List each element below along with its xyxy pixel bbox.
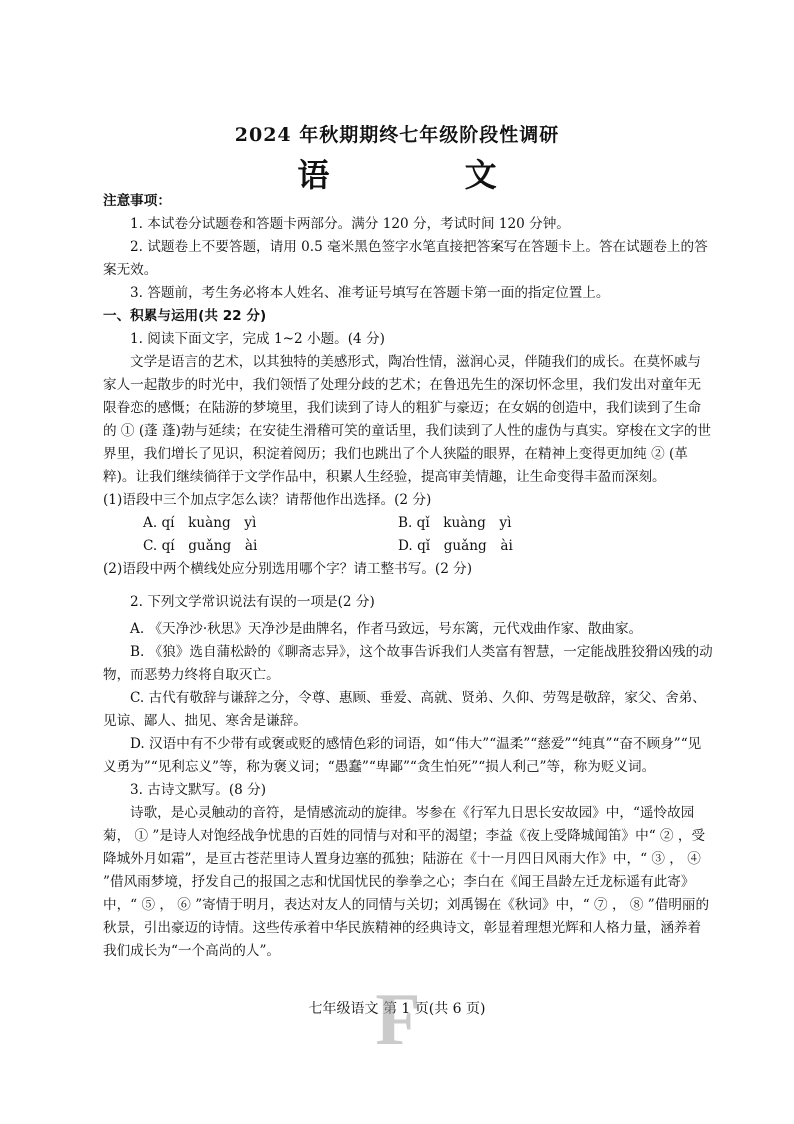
notes-heading: 注意事项： <box>103 193 171 209</box>
question-2-choice-c: C. 古代有敬辞与谦辞之分，令尊、惠顾、垂爱、高就、贤弟、久仰、劳驾是敬辞，家父、舍弟、见谅、鄙人、拙见、寒舍是谦辞。 <box>103 690 706 729</box>
question-3-stem: 3. 古诗文默写。(8 分) <box>130 782 267 798</box>
option-c: C. qí guǎng ài <box>143 538 258 554</box>
note-item: 1. 本试卷分试题卷和答题卡两部分。满分 120 分，考试时间 120 分钟。 <box>130 216 570 232</box>
option-d: D. qǐ guǎng ài <box>398 538 513 554</box>
section-heading: 一、积累与运用(共 22 分) <box>103 308 267 324</box>
question-1-stem: 1. 阅读下面文字，完成 1~2 小题。(4 分) <box>130 331 385 347</box>
option-a: A. qí kuàng yì <box>143 515 257 531</box>
question-2-choice-a: A. 《天净沙·秋思》天净沙是曲牌名，作者马致远，号东篱，元代戏曲作家、散曲家。 <box>130 621 643 637</box>
page-footer: 七年级语文 第 1 页(共 6 页) <box>308 1001 486 1017</box>
question-1-sub-2: (2)语段中两个横线处应分别选用哪个字？请工整书写。(2 分) <box>103 561 473 577</box>
option-b: B. qǐ kuàng yì <box>398 515 512 531</box>
question-2-stem: 2. 下列文学常识说法有误的一项是(2 分) <box>130 594 375 610</box>
option-row <box>103 535 713 558</box>
question-1-sub-1: (1)语段中三个加点字怎么读？请帮他作出选择。(2 分) <box>103 492 432 508</box>
option-row <box>103 512 713 535</box>
exam-title: 2024 年秋期期终七年级阶段性调研 <box>234 124 560 146</box>
subject-title: 语 文 <box>297 156 559 194</box>
watermark-logo: F <box>375 979 421 1061</box>
question-2-choice-b: B. 《狼》选自蒲松龄的《聊斋志异》，这个故事告诉我们人类富有智慧，一定能战胜狡猾凶残的动物，而恶势力终将自取灭亡。 <box>103 644 713 683</box>
exam-body <box>103 190 713 963</box>
question-1-passage: 文学是语言的艺术，以其独特的美感形式，陶冶性情，滋润心灵，伴随我们的成长。在莫怀戚与家人一起散步的时光中，我们领悟了处理分歧的艺术；在鲁迅先生的深切怀念里，我们发出对童年无限眷恋的感慨；在陆游的梦境里，我们读到了诗人的粗犷与豪迈；在女娲的创造中，我们读到了生命的 ① (蓬 蓬)勃与延续；在安徒生滑稽可笑的童话里，我们读到了人性的虚伪与真实。穿梭在文字的世界里，我们增长了见识，积淀着阅历；我们也跳出了个人狭隘的眼界，在精神上变得更加纯 ② (革 粹)。让我们继续徜徉于文学作品中，积累人生经验，提高审美情趣，让生命变得丰盈而深刻。 <box>103 354 712 485</box>
question-3-passage: 诗歌，是心灵触动的音符，是情感流动的旋律。岑参在《行军九日思长安故园》中，“遥怜故园菊， ① ”是诗人对饱经战争忧患的百姓的同情与对和平的渴望；李益《夜上受降城闻笛》中“ ② ，受降城外月如霜”，是亘古苍茫里诗人置身边塞的孤独；陆游在《十一月四日风雨大作》中，“ ③ ， ④ ”借风雨梦境，抒发自己的报国之志和忧国忧民的拳拳之心；李白在《闻王昌龄左迁龙标遥有此寄》中，“ ⑤ ， ⑥ ”寄情于明月，表达对友人的同情与关切；刘禹锡在《秋词》中，“ ⑦ ， ⑧ ”借明丽的秋景，引出豪迈的诗情。这些传承着中华民族精神的经典诗文，彰显着理想光辉和人格力量，涵养着我们成长为“一个高尚的人”。 <box>103 805 710 959</box>
note-item: 3. 答题前，考生务必将本人姓名、准考证号填写在答题卡第一面的指定位置上。 <box>130 285 610 301</box>
note-item: 2. 试题卷上不要答题，请用 0.5 毫米黑色签字水笔直接把答案写在答题卡上。答在试题卷上的答案无效。 <box>103 239 708 278</box>
question-2-choice-d: D. 汉语中有不少带有或褒或贬的感情色彩的词语，如“伟大”“温柔”“慈爱”“纯真”“奋不顾身”“见义勇为”“见利忘义”等，称为褒义词；“愚蠢”“卑鄙”“贪生怕死”“损人利己”等，称为贬义词。 <box>103 736 702 775</box>
